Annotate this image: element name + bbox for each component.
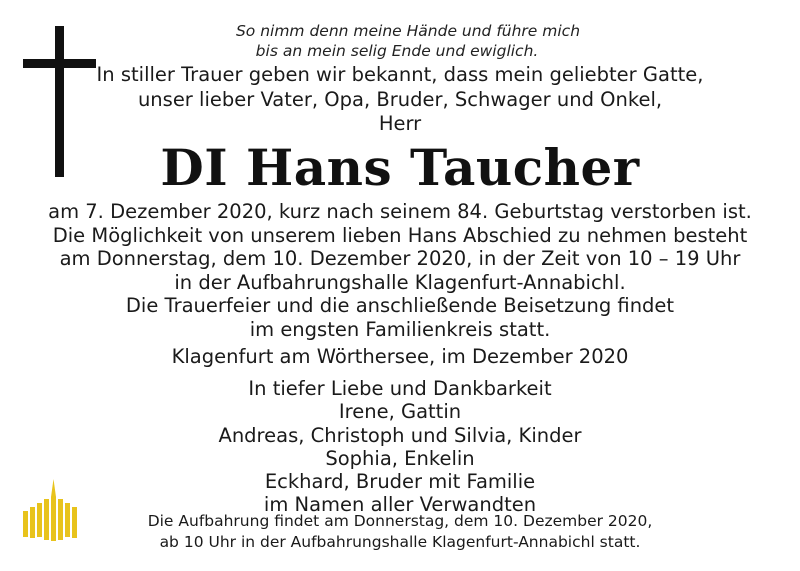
mourners [0, 377, 800, 517]
mourners-line-2: Irene, Gattin [338, 400, 462, 424]
note-line-1: Die Aufbahrung findet am Donnerstag, dem 10. Dezember 2020, [147, 512, 653, 530]
place-date: Klagenfurt am Wörthersee, im Dezember 2020 [171, 345, 629, 368]
verse-line-1: So nimm denn meine Hände und führe mich [235, 22, 581, 40]
mourners-line-1: In tiefer Liebe und Dankbarkeit [248, 377, 552, 400]
intro-line-3: Herr [378, 112, 422, 135]
body-line-3: am Donnerstag, dem 10. Dezember 2020, in der Zeit von 10 – 19 Uhr [59, 247, 741, 270]
viewing-note [0, 511, 800, 552]
verse-line-2: bis an mein selig Ende und ewiglich. [255, 42, 539, 60]
mourners-line-3: Andreas, Christoph und Silvia, Kinder [218, 423, 582, 447]
body-line-4: in der Aufbahrungshalle Klagenfurt-Annabichl. [174, 270, 626, 294]
body-line-6: im engsten Familienkreis statt. [249, 317, 551, 341]
mourners-line-4: Sophia, Enkelin [325, 446, 475, 470]
announcement-body [0, 200, 800, 341]
intro-line-1: In stiller Trauer geben wir bekannt, dass mein geliebter Gatte, [96, 63, 704, 86]
intro-line-2: unser lieber Vater, Opa, Bruder, Schwager und Onkel, [137, 87, 663, 111]
note-line-2: ab 10 Uhr in der Aufbahrungshalle Klagenfurt-Annabichl statt. [159, 532, 641, 551]
body-line-5: Die Trauerfeier und die anschließende Beisetzung findet [125, 294, 675, 317]
intro [0, 63, 800, 137]
mourners-line-6: im Namen aller Verwandten [263, 493, 537, 517]
mourners-line-5: Eckhard, Bruder mit Familie [264, 470, 536, 494]
verse [0, 21, 800, 61]
body-line-1: am 7. Dezember 2020, kurz nach seinem 84. Geburtstag verstorben ist. [48, 200, 752, 223]
candle-logo [23, 479, 81, 541]
deceased-name: DI Hans Taucher [160, 138, 640, 197]
body-line-2: Die Möglichkeit von unserem lieben Hans Abschied zu nehmen besteht [52, 223, 748, 247]
